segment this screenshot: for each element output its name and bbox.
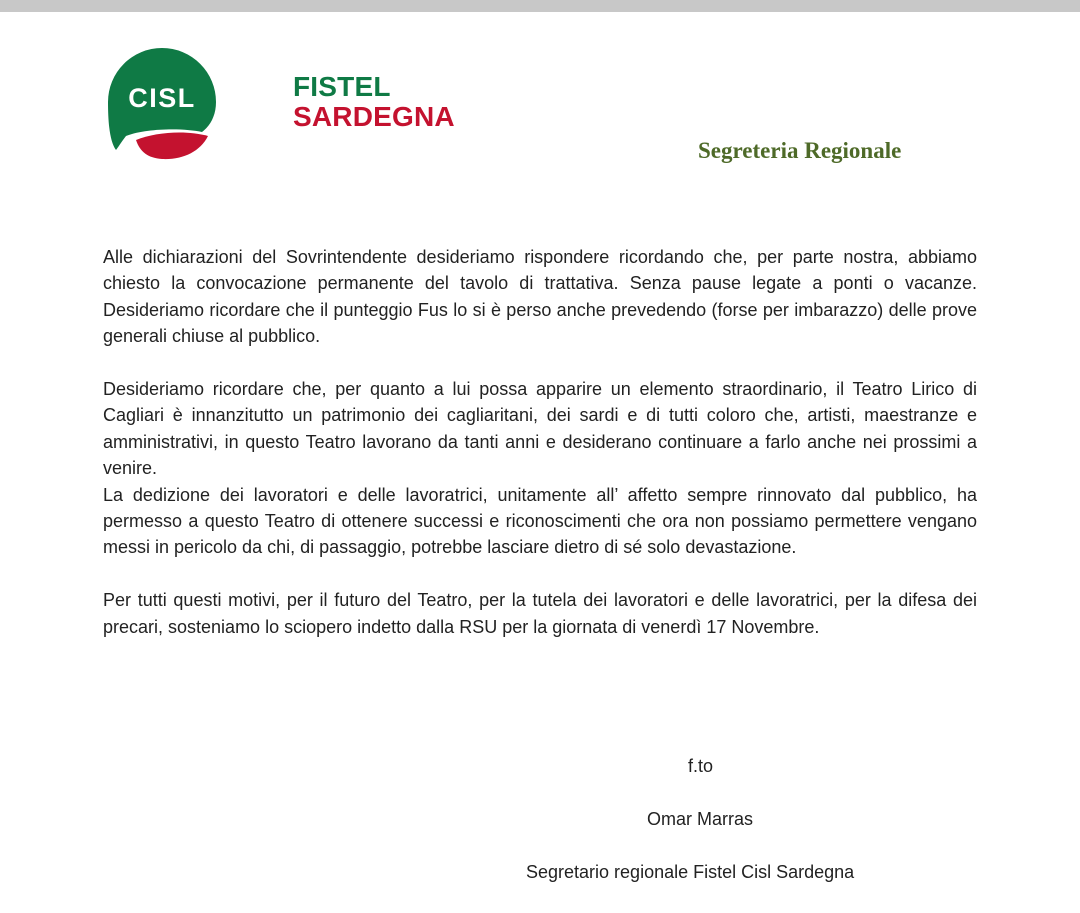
- cisl-logo: [104, 46, 220, 162]
- brand-line-fistel: FISTEL: [293, 71, 391, 102]
- logo-red-swoosh: [136, 133, 208, 160]
- paragraph-1: Alle dichiarazioni del Sovrintendente desideriamo rispondere ricordando che, per parte nostra, abbiamo chiesto la convocazione permanente del tavolo di trattativa. Senza pause legate a ponti o vacanze. Desideriamo ricordare che il punteggio Fus lo si è perso anche prevedendo (forse per imbarazzo) delle prove generali chiuse al pubblico.: [103, 247, 977, 347]
- top-bar: [0, 0, 1080, 12]
- office-heading: Segreteria Regionale: [698, 138, 902, 163]
- signature-fto: f.to: [688, 756, 714, 776]
- signature-name: Omar Marras: [647, 809, 754, 829]
- logo-text: CISL: [128, 83, 196, 113]
- letter-body: [103, 244, 977, 640]
- paragraph-3: La dedizione dei lavoratori e delle lavoratrici, unitamente all’ affetto sempre rinnovato dal pubblico, ha permesso a questo Teatro di ottenere successi e riconoscimenti che ora non possiamo permettere vengano messi in pericolo da chi, di passaggio, potrebbe lasciare dietro di sé solo devastazione.: [103, 484, 977, 558]
- paragraph-2: Desideriamo ricordare che, per quanto a lui possa apparire un elemento straordinario, il Teatro Lirico di Cagliari è innanzitutto un patrimonio dei cagliaritani, dei sardi e di tutti coloro che, artisti, maestranze e amministrativi, in questo Teatro lavorano da tanti anni e desiderano continuare a farlo anche nei prossimi a venire.: [103, 379, 977, 479]
- brand-name: [293, 72, 455, 132]
- paragraph-4: Per tutti questi motivi, per il futuro del Teatro, per la tutela dei lavoratori e delle lavoratrici, per la difesa dei precari, sosteniamo lo sciopero indetto dalla RSU per la giornata di venerdì 17 Novembre.: [103, 590, 977, 637]
- signature-role: Segretario regionale Fistel Cisl Sardegna: [526, 862, 855, 882]
- brand-line-sardegna: SARDEGNA: [293, 101, 455, 132]
